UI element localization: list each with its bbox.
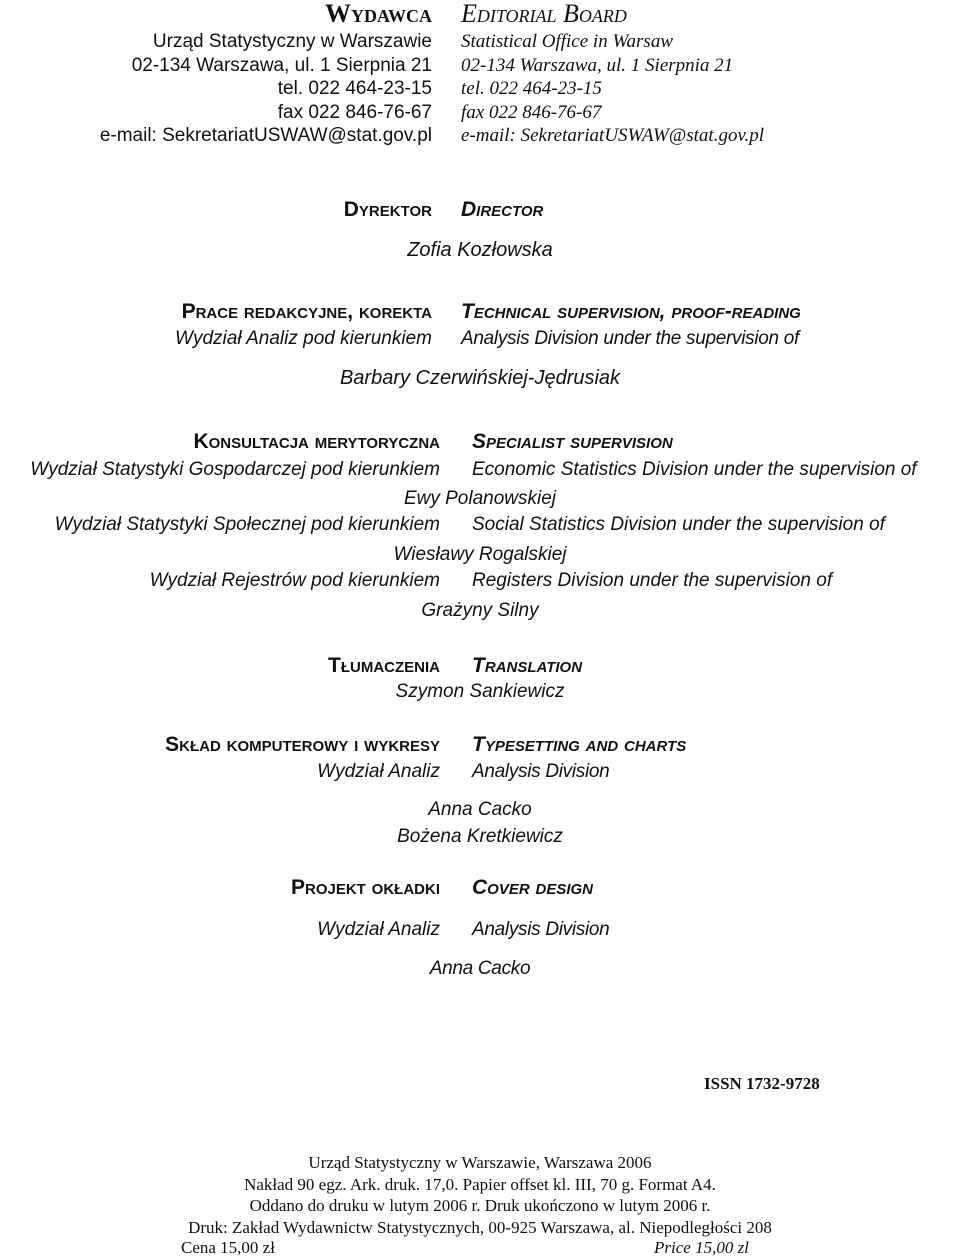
issn: ISSN 1732-9728 (704, 1074, 820, 1093)
proofreading-label-pl: Prace redakcyjne, korekta (181, 300, 432, 323)
publisher-line: fax 022 846-76-67 (277, 101, 432, 123)
publisher-line: Statistical Office in Warsaw (461, 31, 673, 52)
consultation-division-pl: Wydział Statystyki Społecznej pod kierunkiem (54, 514, 440, 535)
typesetting-label-en: Typesetting and charts (472, 733, 687, 756)
typesetting-label-pl: Skład komputerowy i wykresy (165, 733, 440, 756)
consultation-division-en: Social Statistics Division under the supervision of (472, 514, 885, 535)
cover-label-pl: Projekt okładki (290, 876, 440, 899)
price-en: Price 15,00 zl (654, 1238, 749, 1257)
consultation-division-pl: Wydział Rejestrów pod kierunkiem (149, 570, 440, 591)
publisher-address-en (461, 30, 764, 148)
editorial-board-heading: Editorial Board (461, 0, 627, 28)
typesetting-name: Anna Cacko (428, 799, 532, 820)
director-label-pl: Dyrektor (343, 198, 432, 221)
translation-label-en: Translation (472, 654, 583, 677)
imprint-line: Nakład 90 egz. Ark. druk. 17,0. Papier offset kl. III, 70 g. Format A4. (244, 1174, 716, 1194)
publisher-line: fax 022 846-76-67 (461, 101, 602, 123)
imprint-line: Oddano do druku w lutym 2006 r. Druk ukończono w lutym 2006 r. (249, 1196, 711, 1216)
consultation-name: Ewy Polanowskiej (403, 488, 557, 509)
consultation-label-en: Specialist supervision (472, 430, 673, 453)
proofreading-name: Barbary Czerwińskiej-Jędrusiak (339, 367, 621, 389)
consultation-division-en: Registers Division under the supervision of (472, 570, 833, 591)
publisher-email[interactable]: e-mail: SekretariatUSWAW@stat.gov.pl (461, 125, 765, 147)
cover-division-en: Analysis Division (472, 919, 610, 940)
publisher-line: tel. 022 464-23-15 (277, 78, 432, 100)
publisher-heading: Wydawca (325, 0, 432, 28)
proofreading-division-pl: Wydział Analiz pod kierunkiem (175, 328, 432, 349)
publisher-line: Urząd Statystyczny w Warszawie (152, 31, 432, 52)
director-label-en: Director (461, 198, 544, 221)
price-pl: Cena 15,00 zł (181, 1238, 275, 1257)
publisher-line: 02-134 Warszawa, ul. 1 Sierpnia 21 (461, 54, 734, 76)
consultation-label-pl: Konsultacja merytoryczna (193, 430, 440, 453)
consultation-division-en: Economic Statistics Division under the supervision of (472, 459, 917, 480)
publisher-email[interactable]: e-mail: SekretariatUSWAW@stat.gov.pl (99, 125, 432, 147)
imprint-line: Druk: Zakład Wydawnictw Statystycznych, 00-925 Warszawa, al. Niepodległości 208 (188, 1217, 772, 1237)
typesetting-name: Bożena Kretkiewicz (397, 826, 563, 847)
typesetting-division-pl: Wydział Analiz (317, 761, 440, 782)
publisher-line: tel. 022 464-23-15 (461, 78, 602, 100)
translation-name: Szymon Sankiewicz (395, 681, 565, 702)
proofreading-division-en: Analysis Division under the supervision of (461, 328, 800, 349)
director-name: Zofia Kozłowska (407, 239, 553, 261)
consultation-name: Grażyny Silny (421, 600, 539, 621)
consultation-division-pl: Wydział Statystyki Gospodarczej pod kierunkiem (30, 459, 440, 480)
proofreading-label-en: Technical supervision, proof-reading (461, 300, 801, 323)
consultation-name: Wiesławy Rogalskiej (393, 544, 567, 565)
cover-division-pl: Wydział Analiz (317, 919, 440, 940)
publisher-line: 02-134 Warszawa, ul. 1 Sierpnia 21 (131, 54, 432, 76)
imprint (0, 1152, 960, 1238)
typesetting-division-en: Analysis Division (472, 761, 610, 782)
cover-name: Anna Cacko (429, 958, 531, 979)
publisher-address-pl (100, 30, 432, 148)
cover-label-en: Cover design (472, 876, 594, 899)
imprint-line: Urząd Statystyczny w Warszawie, Warszawa 2006 (308, 1153, 652, 1172)
translation-label-pl: Tłumaczenia (328, 654, 440, 677)
